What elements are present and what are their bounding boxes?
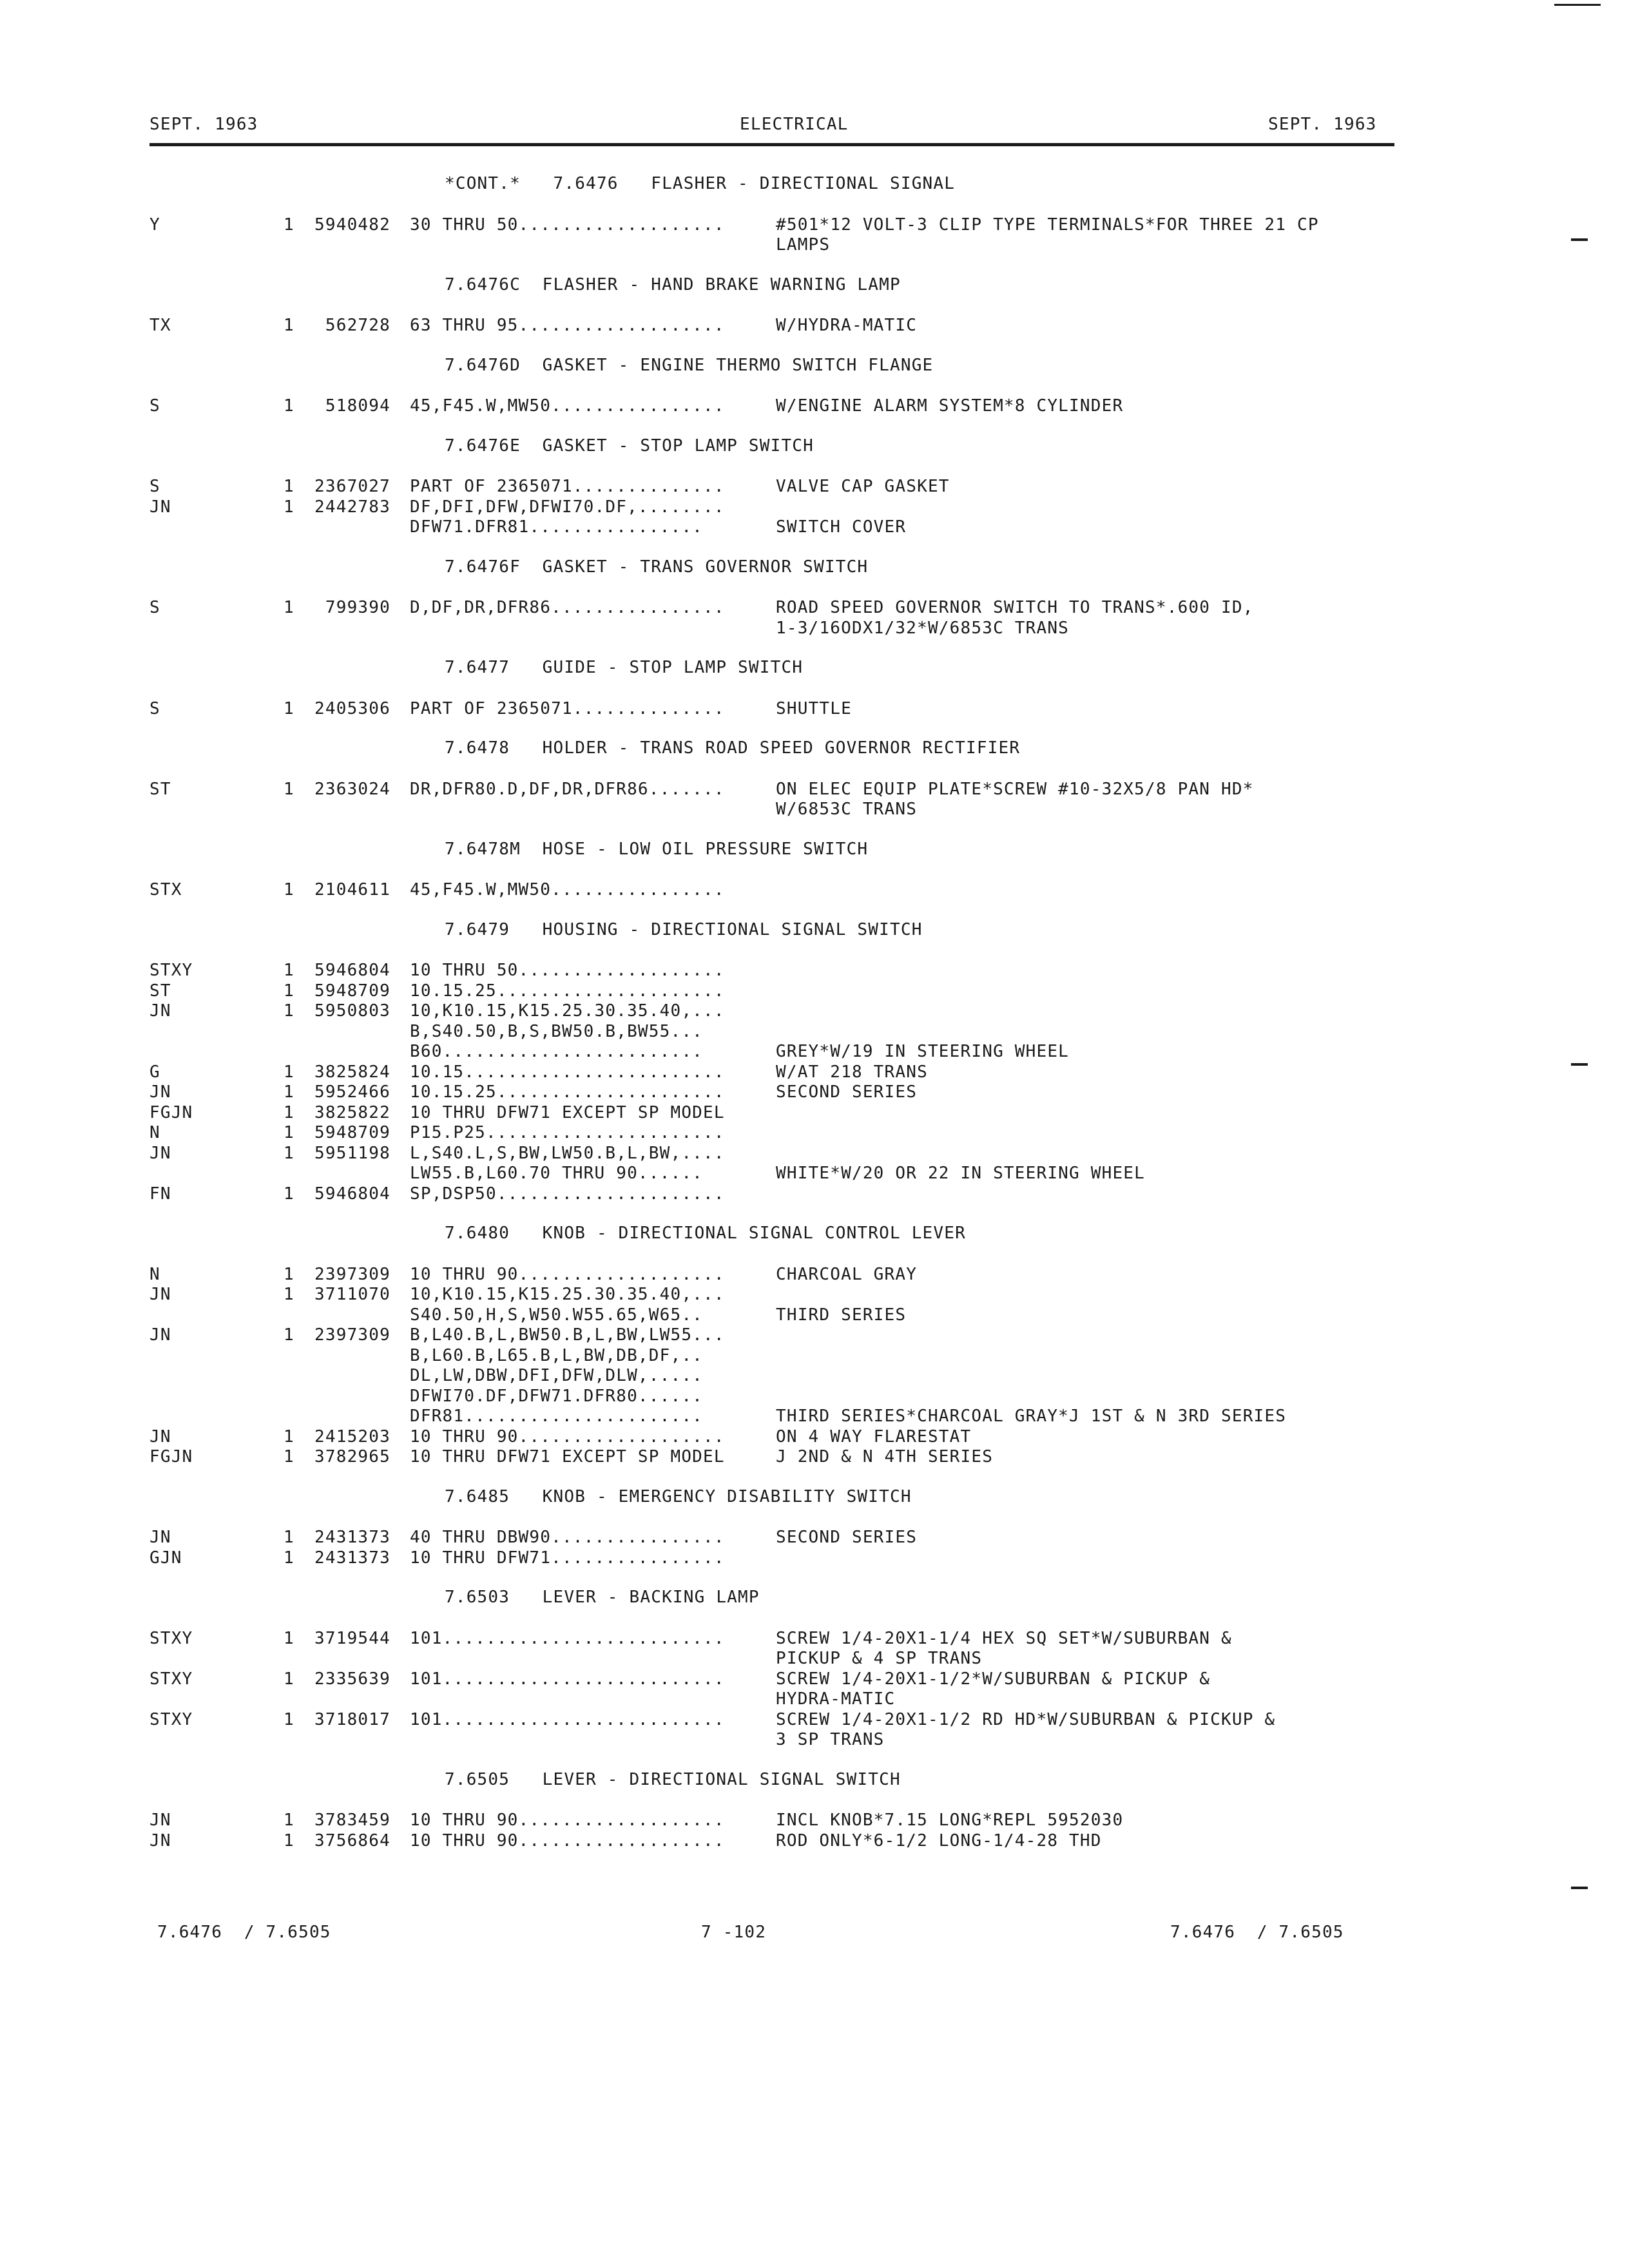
model-application: 10 THRU 90................... [410, 1811, 725, 1830]
part-number: 2335639 [314, 1669, 390, 1689]
part-number: 5940482 [314, 215, 390, 235]
model-application: 10,K10.15,K15.25.30.35.40,... [410, 1001, 725, 1021]
scan-edge-mark [1554, 4, 1601, 6]
header-date-right: SEPT. 1963 [1268, 115, 1377, 134]
model-application: B,L60.B,L65.B,L,BW,DB,DF,.. [410, 1345, 704, 1365]
remarks-text: GREY*W/19 IN STEERING WHEEL [776, 1042, 1070, 1061]
model-application: DR,DFR80.D,DF,DR,DFR86....... [410, 779, 725, 799]
model-application: 10 THRU 90................... [410, 1831, 725, 1850]
model-application: S40.50,H,S,W50.W55.65,W65.. [410, 1305, 704, 1325]
part-number: 3825824 [314, 1062, 390, 1082]
part-number: 3782965 [314, 1447, 390, 1466]
remarks-text: LAMPS [776, 235, 831, 255]
remarks-text: WHITE*W/20 OR 22 IN STEERING WHEEL [776, 1164, 1146, 1183]
quantity: 1 [284, 316, 294, 335]
footer-range-left: 7.6476 / 7.6505 [157, 1923, 331, 1942]
quantity: 1 [284, 497, 294, 517]
quantity: 1 [284, 1062, 294, 1082]
quantity: 1 [284, 1001, 294, 1021]
remarks-text: W/AT 218 TRANS [776, 1062, 928, 1082]
remarks-text: SWITCH COVER [776, 517, 907, 537]
part-number: 2397309 [314, 1325, 390, 1345]
model-application: 10 THRU 90................... [410, 1264, 725, 1284]
part-number: 3719544 [314, 1628, 390, 1648]
quantity: 1 [284, 396, 294, 416]
quantity: 1 [284, 1628, 294, 1648]
part-number: 2405306 [314, 698, 390, 718]
model-application: 101.......................... [410, 1669, 725, 1689]
model-application: 10.15........................ [410, 1062, 725, 1082]
remarks-text: ROD ONLY*6-1/2 LONG-1/4-28 THD [776, 1831, 1102, 1850]
model-application: P15.P25...................... [410, 1123, 725, 1142]
part-number: 562728 [325, 316, 390, 335]
quantity: 1 [284, 1447, 294, 1466]
remarks-text: #501*12 VOLT-3 CLIP TYPE TERMINALS*FOR THREE 21 CP [776, 215, 1319, 235]
model-code: S [149, 698, 160, 718]
model-code: TX [149, 316, 171, 335]
section-heading: *CONT.* 7.6476 FLASHER - DIRECTIONAL SIGNAL [445, 174, 956, 193]
model-code: JN [149, 1427, 171, 1446]
model-code: JN [149, 1831, 171, 1850]
model-application: 45,F45.W,MW50................ [410, 396, 725, 416]
section-heading: 7.6477 GUIDE - STOP LAMP SWITCH [445, 658, 804, 677]
part-number: 2431373 [314, 1528, 390, 1547]
remarks-text: ON 4 WAY FLARESTAT [776, 1427, 972, 1446]
model-code: JN [149, 1001, 171, 1021]
model-application: 101.......................... [410, 1709, 725, 1729]
model-code: JN [149, 1325, 171, 1345]
model-application: 10 THRU 50................... [410, 961, 725, 980]
model-code: Y [149, 215, 160, 235]
model-application: 101.......................... [410, 1628, 725, 1648]
model-code: S [149, 598, 160, 617]
model-application: 10 THRU DFW71................ [410, 1548, 725, 1568]
quantity: 1 [284, 1082, 294, 1102]
model-application: L,S40.L,S,BW,LW50.B,L,BW,.... [410, 1143, 725, 1163]
remarks-text: W/HYDRA-MATIC [776, 316, 918, 335]
remarks-text: THIRD SERIES [776, 1305, 907, 1325]
remarks-text: SCREW 1/4-20X1-1/2*W/SUBURBAN & PICKUP & [776, 1669, 1211, 1689]
part-number: 799390 [325, 598, 390, 617]
remarks-text: SCREW 1/4-20X1-1/2 RD HD*W/SUBURBAN & PICKUP & [776, 1709, 1276, 1729]
part-number: 2442783 [314, 497, 390, 517]
section-heading: 7.6485 KNOB - EMERGENCY DISABILITY SWITCH [445, 1486, 912, 1506]
part-number: 5946804 [314, 961, 390, 980]
model-application: 45,F45.W,MW50................ [410, 880, 725, 899]
part-number: 3756864 [314, 1831, 390, 1850]
part-number: 5948709 [314, 981, 390, 1001]
quantity: 1 [284, 1325, 294, 1345]
quantity: 1 [284, 598, 294, 617]
model-application: DL,LW,DBW,DFI,DFW,DLW,..... [410, 1366, 704, 1385]
quantity: 1 [284, 698, 294, 718]
model-code: STXY [149, 1628, 193, 1648]
remarks-text: ON ELEC EQUIP PLATE*SCREW #10-32X5/8 PAN HD* [776, 779, 1254, 799]
model-application: DFR81...................... [410, 1407, 704, 1426]
margin-tick-mark [1571, 238, 1588, 241]
part-number: 518094 [325, 396, 390, 416]
quantity: 1 [284, 1143, 294, 1163]
model-code: N [149, 1123, 160, 1142]
model-code: STXY [149, 1669, 193, 1689]
quantity: 1 [284, 961, 294, 980]
model-code: S [149, 477, 160, 496]
model-code: JN [149, 497, 171, 517]
section-heading: 7.6476C FLASHER - HAND BRAKE WARNING LAMP [445, 274, 901, 294]
model-application: LW55.B,L60.70 THRU 90...... [410, 1164, 704, 1183]
model-code: STXY [149, 1709, 193, 1729]
model-application: B,S40.50,B,S,BW50.B,BW55... [410, 1021, 704, 1041]
model-code: S [149, 396, 160, 416]
part-number: 2415203 [314, 1427, 390, 1446]
model-application: DF,DFI,DFW,DFWI70.DF,........ [410, 497, 725, 517]
margin-tick-mark [1571, 1063, 1588, 1066]
model-application: B,L40.B,L,BW50.B,L,BW,LW55... [410, 1325, 725, 1345]
model-code: FGJN [149, 1102, 193, 1122]
quantity: 1 [284, 1264, 294, 1284]
model-code: STX [149, 880, 182, 899]
remarks-text: SECOND SERIES [776, 1528, 918, 1547]
footer-range-right: 7.6476 / 7.6505 [1170, 1923, 1344, 1942]
quantity: 1 [284, 779, 294, 799]
remarks-text: ROAD SPEED GOVERNOR SWITCH TO TRANS*.600 ID, [776, 598, 1254, 617]
model-code: JN [149, 1082, 171, 1102]
header-date-left: SEPT. 1963 [149, 115, 258, 134]
section-heading: 7.6478 HOLDER - TRANS ROAD SPEED GOVERNOR RECTIFIER [445, 738, 1021, 758]
model-application: DFW71.DFR81................ [410, 517, 704, 537]
model-code: GJN [149, 1548, 182, 1568]
part-number: 3711070 [314, 1285, 390, 1304]
part-number: 5946804 [314, 1184, 390, 1204]
quantity: 1 [284, 1669, 294, 1689]
part-number: 5948709 [314, 1123, 390, 1142]
model-application: 10 THRU 90................... [410, 1427, 725, 1446]
part-number: 5952466 [314, 1082, 390, 1102]
part-number: 5951198 [314, 1143, 390, 1163]
part-number: 2363024 [314, 779, 390, 799]
remarks-text: SCREW 1/4-20X1-1/4 HEX SQ SET*W/SUBURBAN & [776, 1628, 1232, 1648]
model-code: ST [149, 779, 171, 799]
model-code: G [149, 1062, 160, 1082]
remarks-text: PICKUP & 4 SP TRANS [776, 1649, 983, 1668]
model-application: 10 THRU DFW71 EXCEPT SP MODEL [410, 1447, 725, 1466]
model-code: FGJN [149, 1447, 193, 1466]
model-code: JN [149, 1143, 171, 1163]
part-number: 2431373 [314, 1548, 390, 1568]
section-heading: 7.6476D GASKET - ENGINE THERMO SWITCH FLANGE [445, 355, 934, 375]
part-number: 3783459 [314, 1811, 390, 1830]
quantity: 1 [284, 1184, 294, 1204]
quantity: 1 [284, 215, 294, 235]
remarks-text: CHARCOAL GRAY [776, 1264, 918, 1284]
part-number: 2104611 [314, 880, 390, 899]
model-application: 10.15.25..................... [410, 1082, 725, 1102]
quantity: 1 [284, 1427, 294, 1446]
section-heading: 7.6478M HOSE - LOW OIL PRESSURE SWITCH [445, 839, 869, 859]
model-application: 30 THRU 50................... [410, 215, 725, 235]
model-code: FN [149, 1184, 171, 1204]
quantity: 1 [284, 1709, 294, 1729]
model-application: D,DF,DR,DFR86................ [410, 598, 725, 617]
quantity: 1 [284, 477, 294, 496]
section-heading: 7.6480 KNOB - DIRECTIONAL SIGNAL CONTROL LEVER [445, 1224, 966, 1243]
quantity: 1 [284, 981, 294, 1001]
remarks-text: SHUTTLE [776, 698, 852, 718]
footer-page-number: 7 -102 [701, 1923, 767, 1942]
model-application: PART OF 2365071.............. [410, 477, 725, 496]
model-code: ST [149, 981, 171, 1001]
model-code: JN [149, 1811, 171, 1830]
part-number: 2397309 [314, 1264, 390, 1284]
remarks-text: W/6853C TRANS [776, 800, 918, 819]
model-application: 10,K10.15,K15.25.30.35.40,... [410, 1285, 725, 1304]
part-number: 3718017 [314, 1709, 390, 1729]
remarks-text: THIRD SERIES*CHARCOAL GRAY*J 1ST & N 3RD SERIES [776, 1407, 1287, 1426]
section-heading: 7.6476F GASKET - TRANS GOVERNOR SWITCH [445, 557, 869, 577]
section-heading: 7.6503 LEVER - BACKING LAMP [445, 1588, 760, 1607]
quantity: 1 [284, 1831, 294, 1850]
remarks-text: J 2ND & N 4TH SERIES [776, 1447, 994, 1466]
remarks-text: HYDRA-MATIC [776, 1689, 896, 1709]
quantity: 1 [284, 1285, 294, 1304]
model-application: PART OF 2365071.............. [410, 698, 725, 718]
quantity: 1 [284, 1123, 294, 1142]
section-heading: 7.6505 LEVER - DIRECTIONAL SIGNAL SWITCH [445, 1769, 901, 1789]
quantity: 1 [284, 1528, 294, 1547]
model-application: DFWI70.DF,DFW71.DFR80...... [410, 1386, 704, 1406]
remarks-text: 1-3/16ODX1/32*W/6853C TRANS [776, 618, 1070, 638]
section-heading: 7.6479 HOUSING - DIRECTIONAL SIGNAL SWITCH [445, 919, 923, 939]
model-code: N [149, 1264, 160, 1284]
part-number: 3825822 [314, 1102, 390, 1122]
model-code: JN [149, 1528, 171, 1547]
remarks-text: 3 SP TRANS [776, 1730, 885, 1749]
model-application: 40 THRU DBW90................ [410, 1528, 725, 1547]
remarks-text: SECOND SERIES [776, 1082, 918, 1102]
margin-tick-mark [1571, 1887, 1588, 1889]
header-rule [149, 143, 1394, 146]
remarks-text: W/ENGINE ALARM SYSTEM*8 CYLINDER [776, 396, 1124, 416]
model-application: 10 THRU DFW71 EXCEPT SP MODEL [410, 1102, 725, 1122]
section-heading: 7.6476E GASKET - STOP LAMP SWITCH [445, 436, 815, 456]
remarks-text: INCL KNOB*7.15 LONG*REPL 5952030 [776, 1811, 1124, 1830]
quantity: 1 [284, 880, 294, 899]
model-application: B60........................ [410, 1042, 704, 1061]
model-application: 10.15.25..................... [410, 981, 725, 1001]
header-section-title: ELECTRICAL [740, 115, 849, 134]
model-application: 63 THRU 95................... [410, 316, 725, 335]
remarks-text: VALVE CAP GASKET [776, 477, 950, 496]
quantity: 1 [284, 1102, 294, 1122]
quantity: 1 [284, 1811, 294, 1830]
quantity: 1 [284, 1548, 294, 1568]
part-number: 5950803 [314, 1001, 390, 1021]
part-number: 2367027 [314, 477, 390, 496]
model-code: STXY [149, 961, 193, 980]
model-code: JN [149, 1285, 171, 1304]
model-application: SP,DSP50..................... [410, 1184, 725, 1204]
